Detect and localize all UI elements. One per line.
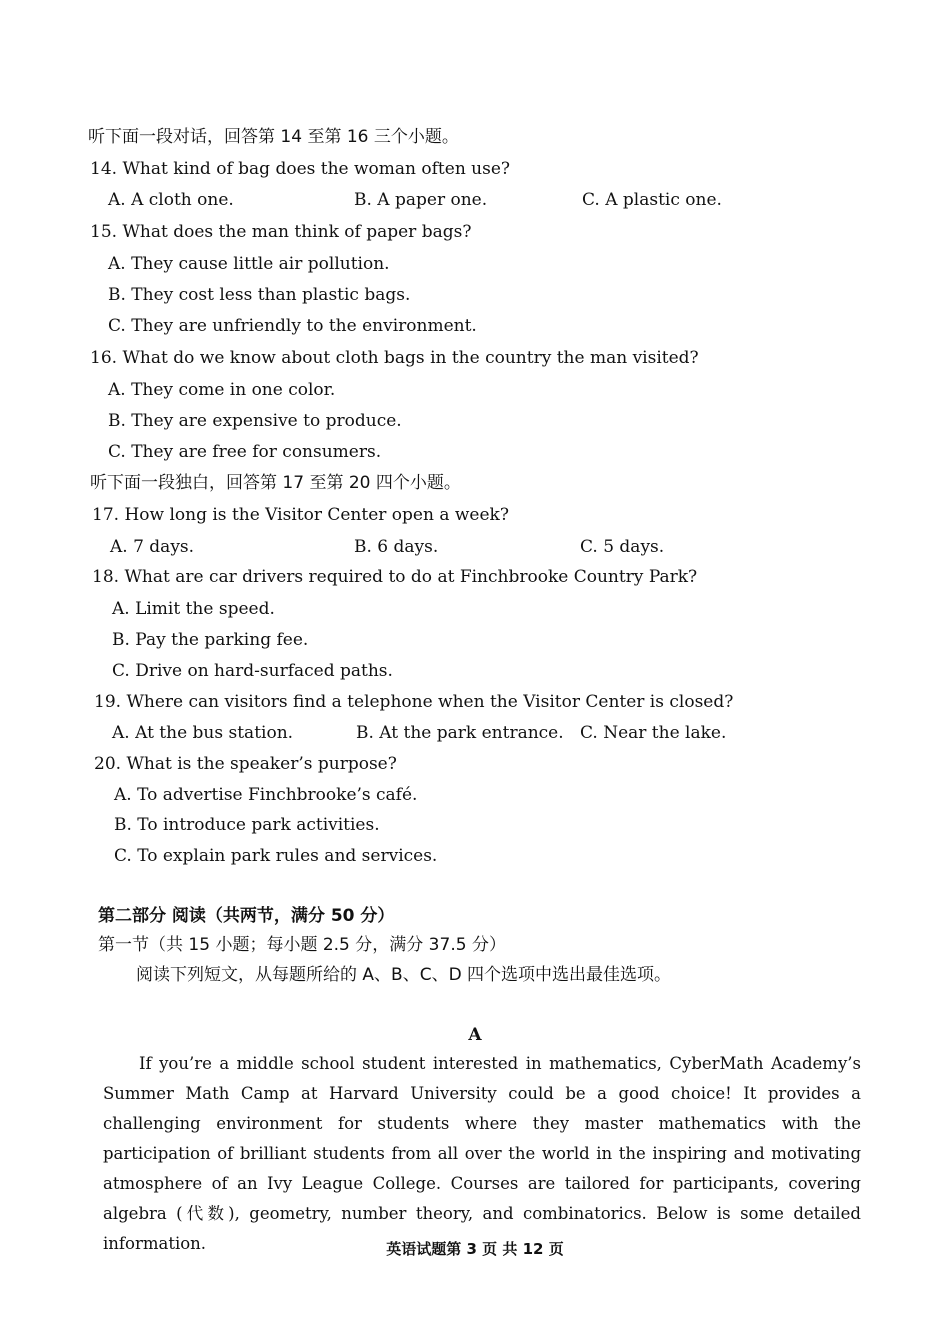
question-number: 16.: [90, 348, 118, 368]
option-14c: C. A plastic one.: [582, 190, 722, 210]
question-17: [92, 504, 509, 526]
part2-instruction: 阅读下列短文，从每题所给的 A、B、C、D 四个选项中选出最佳选项。: [136, 965, 672, 985]
question-20: [94, 753, 397, 775]
passage-label: A: [468, 1025, 482, 1045]
option-19a: A. At the bus station.: [112, 723, 294, 743]
question-18: [92, 566, 697, 588]
question-text: How long is the Visitor Center open a week?: [124, 505, 509, 525]
question-number: 14.: [90, 159, 118, 179]
option-16b: B. They are expensive to produce.: [108, 411, 402, 431]
question-text: What do we know about cloth bags in the country the man visited?: [122, 348, 699, 368]
option-19b: B. At the park entrance.: [356, 723, 564, 743]
question-14: [90, 158, 510, 180]
option-18b: B. Pay the parking fee.: [112, 630, 309, 650]
option-17b: B. 6 days.: [354, 537, 439, 557]
question-text: What kind of bag does the woman often use?: [122, 159, 511, 179]
question-text: What are car drivers required to do at Finchbrooke Country Park?: [124, 567, 698, 587]
option-14a: A. A cloth one.: [108, 190, 234, 210]
option-15a: A. They cause little air pollution.: [108, 254, 390, 274]
question-19: [94, 691, 733, 713]
option-16c: C. They are free for consumers.: [108, 442, 382, 462]
option-20a: A. To advertise Finchbrooke’s café.: [114, 785, 418, 805]
passage-text: If you’re a middle school student interested in mathematics, CyberMath Academy’s Summer Math Camp at Harvard University could be a good choice! It provides a challenging environment for students where they master mathematics with the participation of brilliant students from all over the world in the inspiring and motivating atmosphere of an Ivy League College. Courses are tailored for participants, covering algebra (代数), geometry, number theory, and combinatorics. Below is some detailed information.: [103, 1054, 861, 1253]
page-footer: 英语试题第 3 页 共 12 页: [386, 1240, 564, 1258]
question-number: 19.: [94, 692, 122, 712]
question-text: What does the man think of paper bags?: [122, 222, 472, 242]
question-16: [90, 347, 699, 369]
option-20c: C. To explain park rules and services.: [114, 846, 438, 866]
option-18a: A. Limit the speed.: [112, 599, 275, 619]
option-16a: A. They come in one color.: [108, 380, 336, 400]
option-19c: C. Near the lake.: [580, 723, 727, 743]
option-14b: B. A paper one.: [354, 190, 488, 210]
option-15c: C. They are unfriendly to the environment.: [108, 316, 477, 336]
option-17c: C. 5 days.: [580, 537, 665, 557]
question-text: What is the speaker’s purpose?: [126, 754, 397, 774]
question-number: 17.: [92, 505, 120, 525]
question-text: Where can visitors find a telephone when the Visitor Center is closed?: [126, 692, 734, 712]
option-20b: B. To introduce park activities.: [114, 815, 380, 835]
part2-heading: 第二部分 阅读（共两节，满分 50 分）: [98, 906, 395, 926]
question-number: 20.: [94, 754, 122, 774]
option-15b: B. They cost less than plastic bags.: [108, 285, 411, 305]
section1-instruction: 听下面一段对话，回答第 14 至第 16 三个小题。: [88, 127, 459, 147]
question-number: 15.: [90, 222, 118, 242]
part2-subheading: 第一节（共 15 小题；每小题 2.5 分，满分 37.5 分）: [98, 935, 506, 955]
question-15: [90, 221, 471, 243]
option-17a: A. 7 days.: [110, 537, 195, 557]
option-18c: C. Drive on hard-surfaced paths.: [112, 661, 393, 681]
question-number: 18.: [92, 567, 120, 587]
section2-instruction: 听下面一段独白，回答第 17 至第 20 四个小题。: [90, 473, 461, 493]
